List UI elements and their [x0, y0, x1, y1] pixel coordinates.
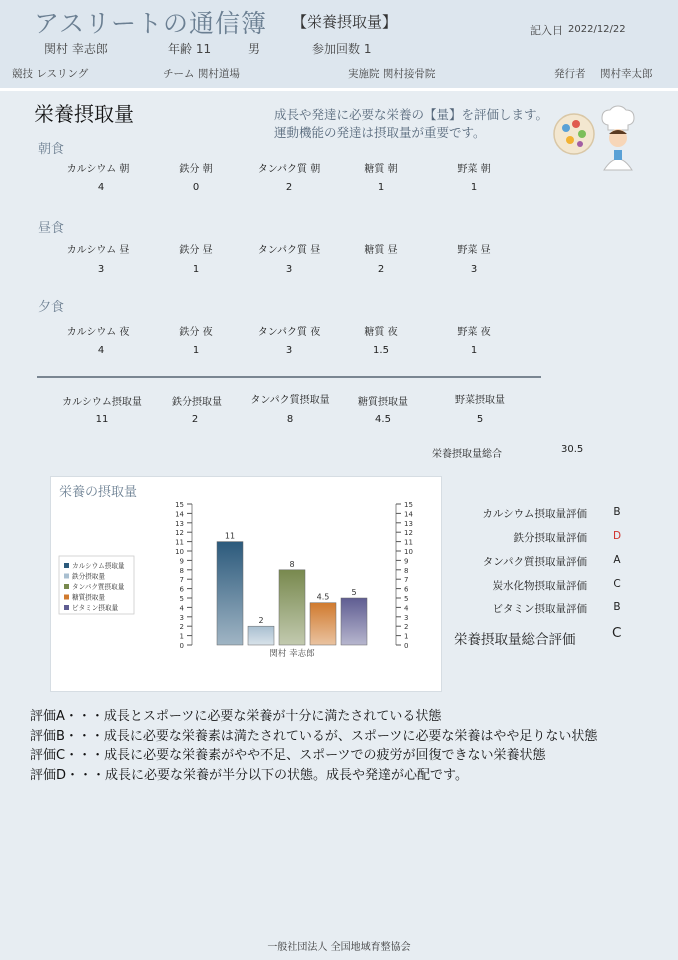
- total-value: 2: [191, 414, 199, 425]
- bar-data-label: 4.5: [316, 592, 330, 602]
- evaluation-label: ビタミン摂取量評価: [492, 603, 587, 615]
- total-label: 鉄分摂取量: [172, 397, 222, 408]
- intro-line-2: 運動機能の発達は摂取量が重要です。: [274, 125, 486, 140]
- report-subtitle: 【栄養摂取量】: [292, 13, 398, 31]
- legend-entry: 鉄分摂取量: [72, 572, 105, 581]
- evaluation-label: カルシウム摂取量評価: [482, 508, 587, 520]
- evaluation-grade: C: [613, 578, 621, 590]
- meal-item-value: 3: [470, 264, 478, 275]
- y-tick-label-right: 11: [404, 538, 413, 547]
- meal-item-label: 野菜 夜: [457, 327, 491, 338]
- section-title: 栄養摂取量: [34, 102, 134, 126]
- meal-label-lunch: 昼食: [38, 221, 65, 236]
- report-title: アスリートの通信簿: [34, 9, 268, 38]
- grade-legend-a: 評価A・・・成長とスポーツに必要な栄養が十分に満たされている状態: [30, 709, 442, 724]
- y-tick-label-left: 1: [179, 632, 184, 641]
- total-label: 糖質摂取量: [358, 397, 408, 408]
- legend-swatch: [64, 563, 69, 568]
- y-tick-label-left: 7: [179, 576, 184, 585]
- legend-swatch: [64, 595, 69, 600]
- y-tick-label-right: 14: [404, 510, 413, 519]
- meal-item-label: 糖質 昼: [364, 245, 398, 256]
- total-value: 4.5: [375, 414, 391, 425]
- y-tick-label-left: 2: [179, 623, 184, 632]
- total-value: 11: [95, 414, 109, 425]
- total-value: 8: [286, 414, 294, 425]
- y-tick-label-right: 6: [404, 585, 409, 594]
- athlete-age: 年齢 11: [168, 42, 212, 56]
- meal-item-label: 鉄分 夜: [179, 327, 213, 338]
- y-tick-label-left: 3: [179, 613, 184, 622]
- team: チーム 関村道場: [163, 68, 240, 80]
- meal-item-value: 1: [470, 182, 478, 193]
- meal-item-value: 1.5: [373, 345, 389, 356]
- total-label: 野菜摂取量: [455, 395, 505, 406]
- y-tick-label-right: 7: [404, 576, 409, 585]
- legend-entry: タンパク質摂取量: [72, 583, 125, 591]
- y-tick-label-left: 12: [175, 529, 184, 538]
- overall-evaluation-label: 栄養摂取量総合評価: [454, 632, 576, 648]
- meal-item-value: 1: [470, 345, 478, 356]
- bar: [217, 542, 243, 645]
- bar-data-label: 11: [224, 531, 236, 541]
- y-tick-label-right: 2: [404, 623, 409, 632]
- chart-title: 栄養の摂取量: [59, 485, 138, 500]
- meal-item-value: 0: [192, 182, 200, 193]
- header-separator: [0, 88, 678, 91]
- date-label: 記入日: [530, 24, 563, 37]
- y-tick-label-left: 11: [175, 538, 184, 547]
- clinic: 実施院 関村接骨院: [348, 68, 436, 80]
- meal-item-value: 2: [285, 182, 293, 193]
- meal-item-label: 鉄分 朝: [179, 164, 213, 175]
- y-tick-label-left: 4: [179, 604, 184, 613]
- totals-divider: [37, 376, 541, 378]
- y-tick-label-left: 9: [179, 557, 184, 566]
- y-tick-label-right: 15: [404, 501, 413, 509]
- meal-item-label: 鉄分 昼: [179, 245, 213, 256]
- overall-evaluation-grade: C: [612, 625, 622, 641]
- evaluation-grade: A: [613, 554, 621, 566]
- bar: [248, 626, 274, 645]
- y-tick-label-left: 14: [175, 510, 184, 519]
- footer-organization: 一般社団法人 全国地域育整協会: [267, 942, 411, 953]
- y-tick-label-left: 6: [179, 585, 184, 594]
- meal-item-value: 3: [97, 264, 105, 275]
- meal-item-value: 3: [285, 264, 293, 275]
- meal-item-value: 2: [377, 264, 385, 275]
- y-tick-label-right: 13: [404, 519, 413, 528]
- meal-item-label: カルシウム 朝: [66, 164, 130, 175]
- y-tick-label-right: 4: [404, 604, 409, 613]
- meal-item-label: タンパク質 夜: [257, 327, 321, 338]
- meal-label-breakfast: 朝食: [38, 142, 65, 157]
- evaluation-grade: D: [612, 530, 622, 542]
- meal-item-label: タンパク質 朝: [257, 164, 321, 175]
- bar-data-label: 8: [289, 559, 295, 569]
- chef-illustration-icon: [552, 104, 642, 172]
- y-tick-label-left: 5: [179, 595, 184, 603]
- issuer: 関村幸太郎: [600, 68, 653, 80]
- bar: [279, 570, 305, 645]
- grand-total-label: 栄養摂取量総合: [432, 449, 502, 460]
- y-tick-label-right: 12: [404, 529, 413, 538]
- grade-legend-b: 評価B・・・成長に必要な栄養素は満たされているが、スポーツに必要な栄養はやや足りない状態: [30, 729, 598, 744]
- bar-data-label: 5: [351, 588, 357, 597]
- total-label: タンパク質摂取量: [250, 395, 330, 406]
- meal-item-label: カルシウム 昼: [66, 245, 130, 256]
- grade-legend-d: 評価D・・・成長に必要な栄養が半分以下の状態。成長や発達が心配です。: [30, 768, 468, 783]
- meal-label-dinner: 夕食: [38, 300, 65, 315]
- date-value: 2022/12/22: [568, 24, 626, 35]
- evaluation-label: 鉄分摂取量評価: [513, 532, 587, 544]
- y-tick-label-right: 8: [404, 566, 409, 575]
- x-category-label: 関村 幸志郎: [269, 649, 315, 659]
- legend-swatch: [64, 574, 69, 579]
- meal-item-value: 1: [192, 264, 200, 275]
- meal-item-value: 4: [97, 345, 105, 356]
- meal-item-label: 野菜 昼: [457, 245, 491, 256]
- meal-item-value: 1: [377, 182, 385, 193]
- evaluation-label: 炭水化物摂取量評価: [492, 580, 587, 592]
- evaluation-grade: B: [613, 506, 621, 518]
- y-tick-label-left: 0: [179, 642, 184, 650]
- legend-entry: 糖質摂取量: [72, 593, 105, 602]
- bar: [310, 603, 336, 645]
- evaluation-grade: B: [613, 601, 621, 613]
- grand-total-value: 30.5: [561, 444, 584, 455]
- y-tick-label-left: 10: [175, 548, 184, 556]
- intro-line-1: 成長や発達に必要な栄養の【量】を評価します。: [274, 107, 549, 122]
- meal-item-value: 1: [192, 345, 200, 356]
- meal-item-label: 糖質 朝: [364, 164, 398, 175]
- athlete-gender: 男: [248, 42, 261, 56]
- grade-legend-c: 評価C・・・成長に必要な栄養素がやや不足、スポーツでの疲労が回復できない栄養状態: [30, 748, 546, 763]
- legend-swatch: [64, 584, 69, 589]
- legend-entry: ビタミン摂取量: [72, 604, 119, 612]
- evaluation-label: タンパク質摂取量評価: [482, 556, 587, 568]
- total-label: カルシウム摂取量: [62, 397, 142, 408]
- meal-item-value: 3: [285, 345, 293, 356]
- athlete-name: 関村 幸志郎: [44, 42, 108, 56]
- issuer-label: 発行者: [554, 68, 586, 80]
- total-value: 5: [476, 414, 484, 425]
- meal-item-label: タンパク質 昼: [257, 245, 321, 256]
- y-tick-label-right: 10: [404, 548, 413, 556]
- participation-count: 参加回数 1: [312, 42, 372, 56]
- bar-data-label: 2: [258, 616, 264, 626]
- y-tick-label-right: 3: [404, 613, 409, 622]
- meal-item-label: 糖質 夜: [364, 327, 398, 338]
- legend-entry: カルシウム摂取量: [72, 562, 125, 570]
- sport: 競技 レスリング: [12, 68, 89, 80]
- y-tick-label-left: 8: [179, 566, 184, 575]
- y-tick-label-right: 1: [404, 632, 409, 641]
- meal-item-value: 4: [97, 182, 105, 193]
- meal-item-label: 野菜 朝: [457, 164, 491, 175]
- y-tick-label-left: 13: [175, 519, 184, 528]
- y-tick-label-right: 9: [404, 557, 409, 566]
- y-tick-label-left: 15: [175, 501, 184, 509]
- y-tick-label-right: 0: [404, 642, 409, 650]
- legend-swatch: [64, 605, 69, 610]
- meal-item-label: カルシウム 夜: [66, 327, 130, 338]
- y-tick-label-right: 5: [404, 595, 409, 603]
